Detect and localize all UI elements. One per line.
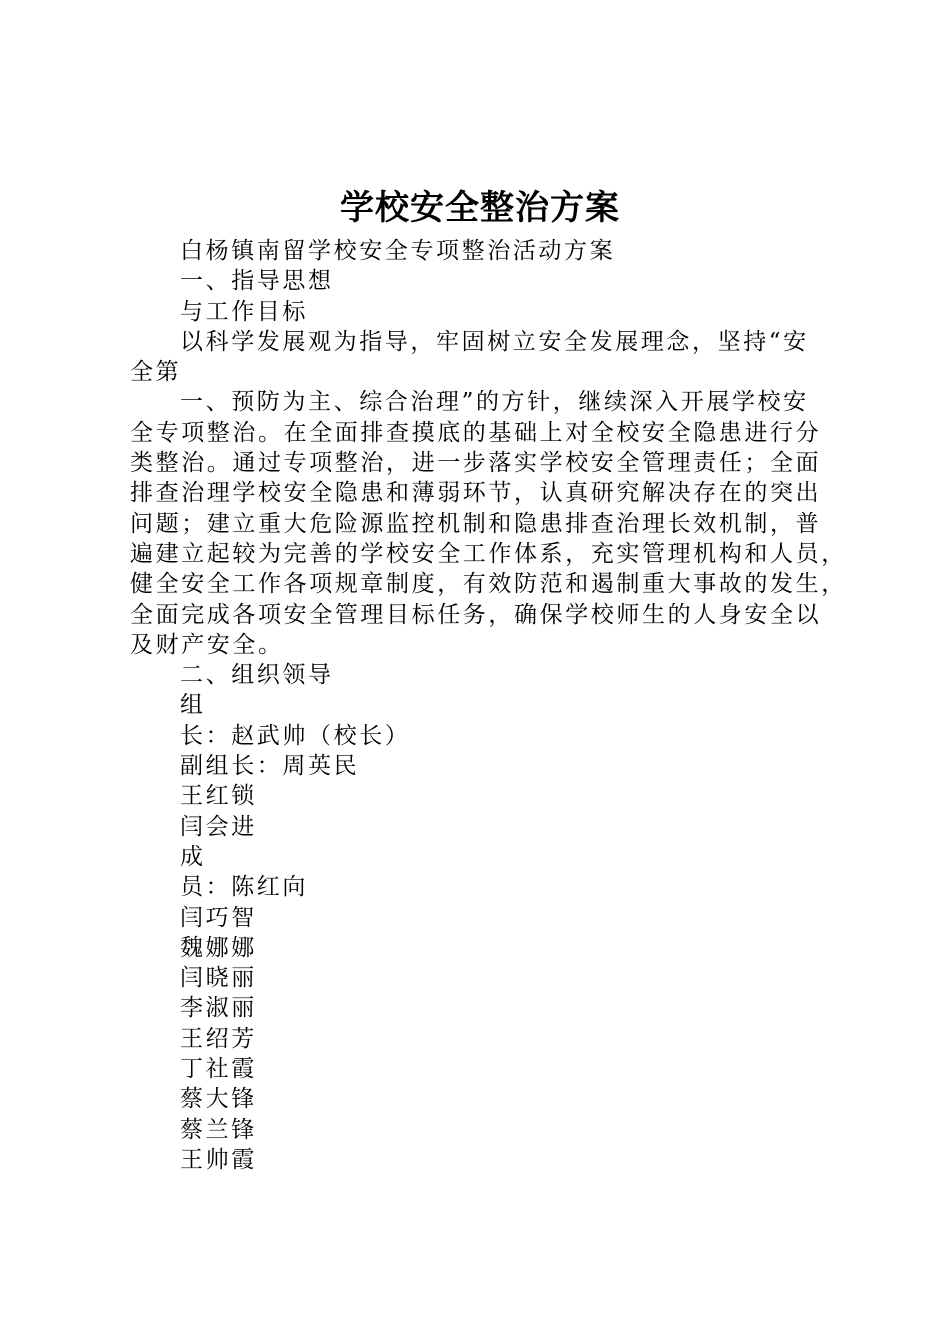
text-line: 蔡兰锋 xyxy=(180,1116,257,1143)
text-line: 遍建立起较为完善的学校安全工作体系，充实管理机构和人员， xyxy=(130,540,847,567)
document-title: 学校安全整治方案 xyxy=(340,188,620,228)
text-line: 全第 xyxy=(130,359,182,386)
text-line: 一、预防为主、综合治理”的方针，继续深入开展学校安 xyxy=(180,389,809,416)
text-line: 与工作目标 xyxy=(180,298,308,325)
text-line: 健全安全工作各项规章制度，有效防范和遏制重大事故的发生， xyxy=(130,571,847,598)
text-line: 闫巧智 xyxy=(180,904,257,931)
text-line: 组 xyxy=(180,692,206,719)
text-line: 丁社霞 xyxy=(180,1056,257,1083)
text-line: 员：陈红向 xyxy=(180,874,308,901)
text-line: 魏娜娜 xyxy=(180,934,257,961)
text-line: 闫会进 xyxy=(180,813,257,840)
text-line: 李淑丽 xyxy=(180,995,257,1022)
text-line: 王绍芳 xyxy=(180,1025,257,1052)
text-line: 白杨镇南留学校安全专项整治活动方案 xyxy=(180,238,616,264)
text-line: 闫晓丽 xyxy=(180,965,257,992)
text-line: 排查治理学校安全隐患和薄弱环节，认真研究解决存在的突出 xyxy=(130,480,822,507)
text-line: 以科学发展观为指导，牢固树立安全发展理念，坚持“安 xyxy=(180,328,809,355)
text-line: 副组长：周英民 xyxy=(180,753,360,780)
text-line: 王红锁 xyxy=(180,783,257,810)
text-line: 全专项整治。在全面排查摸底的基础上对全校安全隐患进行分 xyxy=(130,419,822,446)
text-line: 及财产安全。 xyxy=(130,631,284,658)
text-line: 问题；建立重大危险源监控机制和隐患排查治理长效机制，普 xyxy=(130,510,822,537)
text-line: 成 xyxy=(180,843,206,870)
text-line: 王帅霞 xyxy=(180,1146,257,1173)
text-line: 二、组织领导 xyxy=(180,662,334,689)
text-line: 全面完成各项安全管理目标任务，确保学校师生的人身安全以 xyxy=(130,601,822,628)
text-line: 类整治。通过专项整治，进一步落实学校安全管理责任；全面 xyxy=(130,450,822,477)
document-body xyxy=(130,236,847,1175)
text-line: 一、指导思想 xyxy=(180,268,334,295)
text-line: 蔡大锋 xyxy=(180,1086,257,1113)
text-line: 长：赵武帅（校长） xyxy=(180,722,411,749)
